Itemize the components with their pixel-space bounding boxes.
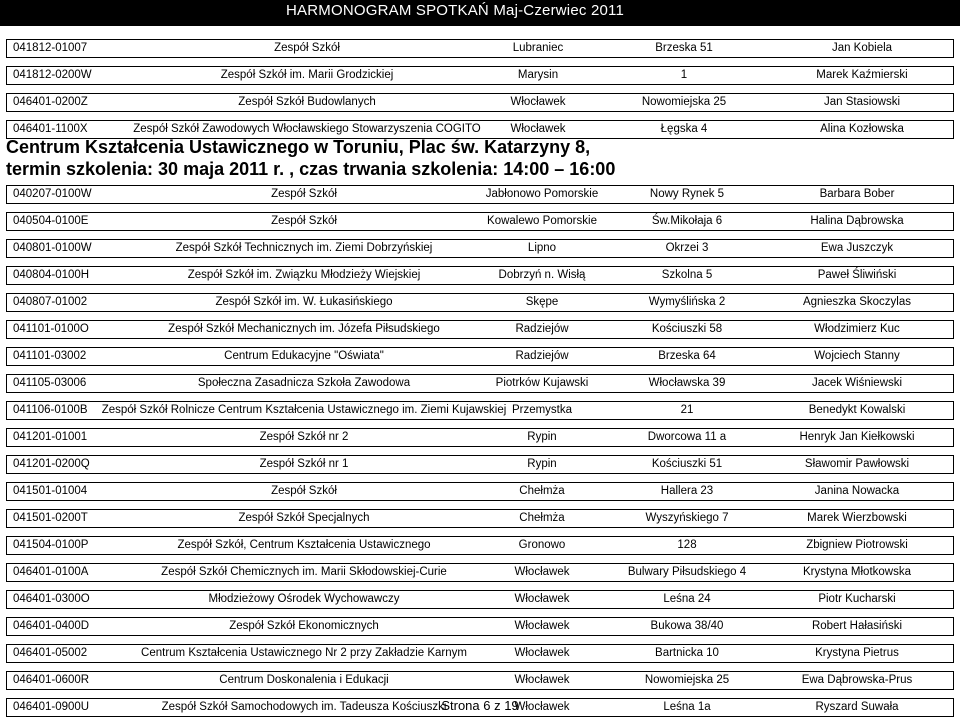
table-row xyxy=(6,536,954,555)
director-cell: Henryk Jan Kiełkowski xyxy=(799,431,915,443)
director-cell: Benedykt Kowalski xyxy=(808,404,906,416)
school-cell: Zespół Szkół im. Związku Młodzieży Wiejskiej xyxy=(187,269,421,281)
table-row xyxy=(6,320,954,339)
section-title-line-1: Centrum Kształcenia Ustawicznego w Toruniu, Plac św. Katarzyny 8, xyxy=(6,137,591,157)
table-row xyxy=(6,212,954,231)
director-cell: Zbigniew Piotrowski xyxy=(806,539,908,551)
director-cell: Alina Kozłowska xyxy=(820,123,904,135)
table-row xyxy=(6,266,954,285)
table-row xyxy=(6,239,954,258)
school-cell: Młodzieżowy Ośrodek Wychowawczy xyxy=(208,593,400,605)
school-cell: Zespół Szkół xyxy=(271,215,337,227)
code-cell: 046401-1100X xyxy=(13,123,88,135)
table-row xyxy=(6,617,954,636)
city-cell: Włocławek xyxy=(514,593,570,605)
address-cell: Bulwary Piłsudskiego 4 xyxy=(627,566,747,578)
director-cell: Krystyna Młotkowska xyxy=(802,566,912,578)
table-row xyxy=(6,401,954,420)
director-cell: Wojciech Stanny xyxy=(814,350,900,362)
school-cell: Zespół Szkół, Centrum Kształcenia Ustawicznego xyxy=(177,539,431,551)
code-cell: 040807-01002 xyxy=(13,296,88,308)
code-cell: 041201-01001 xyxy=(13,431,88,443)
director-cell: Barbara Bober xyxy=(819,188,895,200)
director-cell: Jacek Wiśniewski xyxy=(811,377,903,389)
table-block-b xyxy=(6,185,954,717)
code-cell: 041106-0100B xyxy=(13,404,88,416)
code-cell: 040804-0100H xyxy=(13,269,90,281)
city-cell: Włocławek xyxy=(510,123,566,135)
school-cell: Zespół Szkół im. Marii Grodzickiej xyxy=(220,69,394,81)
address-cell: Bartnicka 10 xyxy=(655,647,719,659)
table-row xyxy=(6,563,954,582)
address-cell: Nowomiejska 25 xyxy=(641,96,727,108)
table-block-a xyxy=(6,39,954,139)
school-cell: Zespół Szkół Rolnicze Centrum Kształcenia Ustawicznego im. Ziemi Kujawskiej xyxy=(101,404,507,416)
city-cell: Lipno xyxy=(527,242,557,254)
city-cell: Włocławek xyxy=(514,674,570,686)
city-cell: Rypin xyxy=(527,431,557,443)
director-cell: Marek Wierzbowski xyxy=(807,512,907,524)
school-cell: Zespół Szkół nr 1 xyxy=(259,458,349,470)
director-cell: Janina Nowacka xyxy=(814,485,900,497)
page-title: HARMONOGRAM SPOTKAŃ Maj-Czerwiec 2011 xyxy=(285,2,624,19)
code-cell: 046401-0400D xyxy=(13,620,90,632)
code-cell: 041812-0200W xyxy=(13,69,92,81)
school-cell: Zespół Szkół xyxy=(271,485,337,497)
director-cell: Jan Stasiowski xyxy=(823,96,901,108)
school-cell: Zespół Szkół Mechanicznych im. Józefa Piłsudskiego xyxy=(168,323,440,335)
address-cell: Brzeska 51 xyxy=(655,42,713,54)
code-cell: 046401-0300O xyxy=(13,593,90,605)
school-cell: Zespół Szkół Chemicznych im. Marii Skłodowskiej-Curie xyxy=(161,566,447,578)
address-cell: Hallera 23 xyxy=(660,485,714,497)
city-cell: Chełmża xyxy=(519,485,565,497)
code-cell: 041504-0100P xyxy=(13,539,89,551)
address-cell: Św.Mikołaja 6 xyxy=(651,215,723,227)
address-cell: Szkolna 5 xyxy=(661,269,713,281)
school-cell: Zespół Szkół Technicznych im. Ziemi Dobrzyńskiej xyxy=(175,242,433,254)
address-cell: Nowomiejska 25 xyxy=(644,674,730,686)
table-row xyxy=(6,644,954,663)
code-cell: 040504-0100E xyxy=(13,215,89,227)
code-cell: 040801-0100W xyxy=(13,242,92,254)
city-cell: Jabłonowo Pomorskie xyxy=(485,188,599,200)
address-cell: Brzeska 64 xyxy=(658,350,716,362)
table-row xyxy=(6,509,954,528)
address-cell: Łęgska 4 xyxy=(660,123,708,135)
director-cell: Ewa Dąbrowska-Prus xyxy=(801,674,913,686)
table-row xyxy=(6,590,954,609)
address-cell: Leśna 1a xyxy=(663,701,711,713)
school-cell: Zespół Szkół xyxy=(271,188,337,200)
school-cell: Zespół Szkół im. W. Łukasińskiego xyxy=(215,296,393,308)
director-cell: Halina Dąbrowska xyxy=(810,215,904,227)
school-cell: Centrum Doskonalenia i Edukacji xyxy=(219,674,389,686)
code-cell: 041101-03002 xyxy=(13,350,87,362)
city-cell: Skępe xyxy=(525,296,559,308)
city-cell: Marysin xyxy=(517,69,559,81)
page-number: Strona 6 z 19 xyxy=(441,698,519,713)
address-cell: 21 xyxy=(680,404,694,416)
code-cell: 041101-0100O xyxy=(13,323,89,335)
school-cell: Centrum Kształcenia Ustawicznego Nr 2 przy Zakładzie Karnym xyxy=(141,647,467,659)
code-cell: 041105-03006 xyxy=(13,377,87,389)
school-cell: Zespół Szkół nr 2 xyxy=(259,431,349,443)
director-cell: Agnieszka Skoczylas xyxy=(802,296,912,308)
address-cell: Okrzei 3 xyxy=(665,242,709,254)
table-row xyxy=(6,482,954,501)
code-cell: 041201-0200Q xyxy=(13,458,90,470)
table-row xyxy=(6,66,954,85)
city-cell: Chełmża xyxy=(519,512,565,524)
code-cell: 041501-01004 xyxy=(13,485,88,497)
address-cell: Kościuszki 58 xyxy=(651,323,723,335)
city-cell: Radziejów xyxy=(515,323,569,335)
code-cell: 046401-0900U xyxy=(13,701,90,713)
table-row xyxy=(6,93,954,112)
city-cell: Gronowo xyxy=(518,539,566,551)
table-row xyxy=(6,671,954,690)
table-row xyxy=(6,185,954,204)
city-cell: Lubraniec xyxy=(512,42,564,54)
table-row xyxy=(6,455,954,474)
address-cell: Wyszyńskiego 7 xyxy=(645,512,729,524)
school-cell: Zespół Szkół xyxy=(274,42,340,54)
address-cell: 1 xyxy=(680,69,688,81)
address-cell: Dworcowa 11 a xyxy=(647,431,727,443)
city-cell: Włocławek xyxy=(514,647,570,659)
address-cell: Włocławska 39 xyxy=(648,377,726,389)
school-cell: Zespół Szkół Specjalnych xyxy=(238,512,370,524)
page-header-bar xyxy=(0,0,960,26)
school-cell: Zespół Szkół Budowlanych xyxy=(238,96,376,108)
table-row xyxy=(6,39,954,58)
director-cell: Piotr Kucharski xyxy=(818,593,896,605)
city-cell: Piotrków Kujawski xyxy=(495,377,589,389)
director-cell: Włodzimierz Kuc xyxy=(814,323,900,335)
section-title-line-2: termin szkolenia: 30 maja 2011 r. , czas trwania szkolenia: 14:00 – 16:00 xyxy=(6,159,616,179)
address-cell: Nowy Rynek 5 xyxy=(649,188,725,200)
table-row xyxy=(6,374,954,393)
director-cell: Jan Kobiela xyxy=(831,42,893,54)
school-cell: Centrum Edukacyjne "Oświata" xyxy=(224,350,384,362)
city-cell: Włocławek xyxy=(514,566,570,578)
director-cell: Sławomir Pawłowski xyxy=(804,458,910,470)
table-row xyxy=(6,293,954,312)
city-cell: Przemystka xyxy=(511,404,573,416)
address-cell: Wymyślińska 2 xyxy=(648,296,726,308)
code-cell: 041812-01007 xyxy=(13,42,88,54)
address-cell: Leśna 24 xyxy=(663,593,711,605)
school-cell: Społeczna Zasadnicza Szkoła Zawodowa xyxy=(197,377,411,389)
director-cell: Robert Hałasiński xyxy=(811,620,903,632)
table-row xyxy=(6,428,954,447)
city-cell: Kowalewo Pomorskie xyxy=(487,215,597,227)
code-cell: 040207-0100W xyxy=(13,188,92,200)
city-cell: Włocławek xyxy=(514,701,570,713)
city-cell: Włocławek xyxy=(514,620,570,632)
director-cell: Paweł Śliwiński xyxy=(817,269,897,281)
director-cell: Krystyna Pietrus xyxy=(815,647,899,659)
school-cell: Zespół Szkół Samochodowych im. Tadeusza Kościuszki xyxy=(161,701,447,713)
code-cell: 041501-0200T xyxy=(13,512,88,524)
director-cell: Ryszard Suwała xyxy=(815,701,899,713)
school-cell: Zespół Szkół Zawodowych Włocławskiego Stowarzyszenia COGITO xyxy=(133,123,481,135)
address-cell: 128 xyxy=(677,539,697,551)
code-cell: 046401-0600R xyxy=(13,674,90,686)
code-cell: 046401-0200Z xyxy=(13,96,88,108)
city-cell: Radziejów xyxy=(515,350,569,362)
code-cell: 046401-05002 xyxy=(13,647,88,659)
section-heading xyxy=(6,136,946,180)
school-cell: Zespół Szkół Ekonomicznych xyxy=(229,620,379,632)
city-cell: Włocławek xyxy=(510,96,566,108)
address-cell: Kościuszki 51 xyxy=(651,458,723,470)
address-cell: Bukowa 38/40 xyxy=(650,620,724,632)
city-cell: Rypin xyxy=(527,458,557,470)
director-cell: Ewa Juszczyk xyxy=(820,242,894,254)
director-cell: Marek Kaźmierski xyxy=(816,69,908,81)
code-cell: 046401-0100A xyxy=(13,566,89,578)
table-row xyxy=(6,347,954,366)
city-cell: Dobrzyń n. Wisłą xyxy=(498,269,586,281)
